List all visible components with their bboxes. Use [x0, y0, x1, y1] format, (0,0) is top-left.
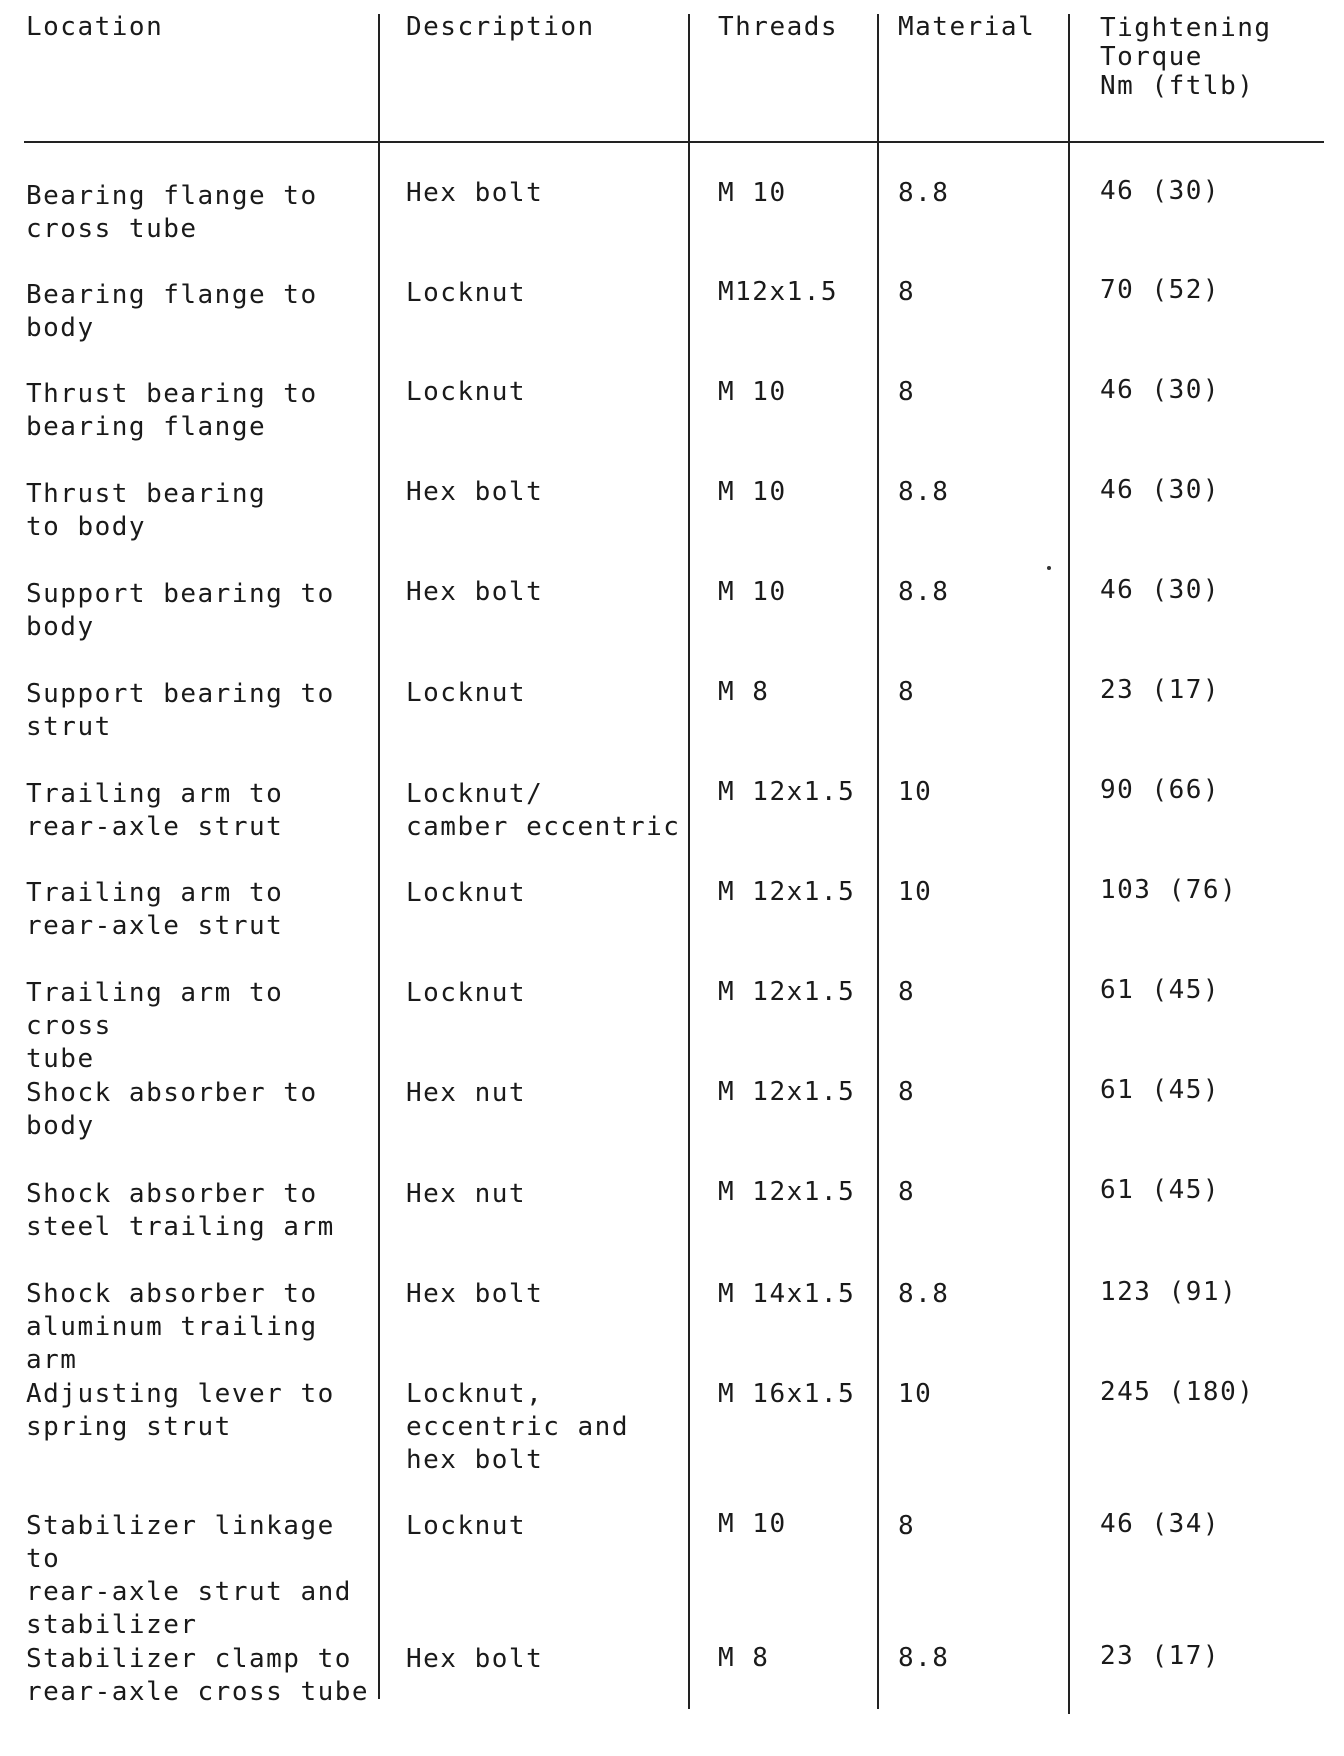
header-description: Description — [406, 12, 595, 42]
cell-torque: 61 (45) — [1100, 975, 1221, 1005]
cell-threads: M 10 — [718, 377, 787, 407]
header-rule — [24, 141, 1324, 143]
cell-material: 8.8 — [898, 577, 950, 607]
cell-torque: 46 (30) — [1100, 475, 1221, 505]
speck-mark — [1047, 566, 1051, 570]
cell-torque: 61 (45) — [1100, 1175, 1221, 1205]
cell-description: Hex bolt — [406, 1644, 544, 1674]
cell-material: 8 — [898, 977, 916, 1007]
cell-location: Trailing arm to rear-axle strut — [26, 878, 284, 941]
cell-location: Support bearing to strut — [26, 679, 335, 742]
header-torque: Tightening Torque Nm (ftlb) — [1100, 13, 1272, 101]
cell-material: 8.8 — [898, 178, 950, 208]
cell-torque: 46 (30) — [1100, 375, 1221, 405]
cell-torque: 23 (17) — [1100, 675, 1221, 705]
cell-torque: 103 (76) — [1100, 875, 1238, 905]
cell-threads: M 12x1.5 — [718, 877, 856, 907]
cell-description: Locknut — [406, 377, 527, 407]
cell-location: Shock absorber to body — [26, 1078, 318, 1141]
cell-threads: M 10 — [718, 178, 787, 208]
cell-description: Locknut — [406, 978, 527, 1008]
cell-location: Stabilizer clamp to rear-axle cross tube — [26, 1644, 370, 1707]
cell-threads: M 10 — [718, 477, 787, 507]
cell-torque: 61 (45) — [1100, 1075, 1221, 1105]
cell-description: Locknut/ camber eccentric — [406, 779, 681, 842]
cell-material: 8 — [898, 1077, 916, 1107]
cell-torque: 46 (30) — [1100, 176, 1221, 206]
cell-threads: M 12x1.5 — [718, 1177, 856, 1207]
cell-description: Hex nut — [406, 1179, 527, 1209]
cell-threads: M 16x1.5 — [718, 1379, 856, 1409]
column-divider — [378, 14, 380, 1699]
column-divider — [1068, 14, 1070, 1714]
cell-material: 8 — [898, 277, 916, 307]
cell-location: Support bearing to body — [26, 579, 335, 642]
cell-material: 8.8 — [898, 1643, 950, 1673]
column-divider — [688, 14, 690, 1709]
cell-location: Adjusting lever to spring strut — [26, 1379, 335, 1442]
cell-description: Hex bolt — [406, 477, 544, 507]
header-material: Material — [898, 12, 1036, 42]
cell-location: Trailing arm to cross tube — [26, 978, 284, 1074]
cell-location: Stabilizer linkage to rear-axle strut and stabilizer — [26, 1511, 352, 1640]
cell-material: 8.8 — [898, 477, 950, 507]
cell-threads: M 12x1.5 — [718, 777, 856, 807]
cell-threads: M 10 — [718, 1509, 787, 1539]
cell-location: Thrust bearing to body — [26, 479, 267, 542]
cell-description: Locknut — [406, 278, 527, 308]
cell-description: Locknut — [406, 678, 527, 708]
cell-threads: M 12x1.5 — [718, 1077, 856, 1107]
cell-threads: M 10 — [718, 577, 787, 607]
cell-description: Hex bolt — [406, 178, 544, 208]
cell-threads: M 12x1.5 — [718, 977, 856, 1007]
header-location: Location — [26, 12, 164, 42]
cell-description: Locknut — [406, 1511, 527, 1541]
cell-torque: 90 (66) — [1100, 775, 1221, 805]
cell-location: Shock absorber to aluminum trailing arm — [26, 1279, 318, 1375]
cell-threads: M 8 — [718, 1643, 770, 1673]
cell-torque: 70 (52) — [1100, 275, 1221, 305]
cell-torque: 123 (91) — [1100, 1277, 1238, 1307]
cell-location: Shock absorber to steel trailing arm — [26, 1179, 335, 1242]
cell-torque: 245 (180) — [1100, 1377, 1255, 1407]
cell-material: 8.8 — [898, 1279, 950, 1309]
cell-location: Trailing arm to rear-axle strut — [26, 779, 284, 842]
cell-material: 10 — [898, 1379, 933, 1409]
cell-description: Locknut, eccentric and hex bolt — [406, 1379, 629, 1475]
cell-material: 8 — [898, 1511, 916, 1541]
column-divider — [877, 14, 879, 1709]
cell-material: 10 — [898, 877, 933, 907]
cell-torque: 46 (30) — [1100, 575, 1221, 605]
cell-threads: M 8 — [718, 677, 770, 707]
cell-description: Hex bolt — [406, 577, 544, 607]
cell-threads: M12x1.5 — [718, 277, 839, 307]
cell-location: Bearing flange to body — [26, 280, 318, 343]
cell-description: Hex nut — [406, 1078, 527, 1108]
cell-location: Bearing flange to cross tube — [26, 181, 318, 244]
cell-material: 10 — [898, 777, 933, 807]
cell-description: Locknut — [406, 878, 527, 908]
cell-threads: M 14x1.5 — [718, 1279, 856, 1309]
cell-description: Hex bolt — [406, 1279, 544, 1309]
cell-material: 8 — [898, 677, 916, 707]
cell-torque: 46 (34) — [1100, 1509, 1221, 1539]
cell-location: Thrust bearing to bearing flange — [26, 379, 318, 442]
cell-material: 8 — [898, 377, 916, 407]
cell-material: 8 — [898, 1177, 916, 1207]
cell-torque: 23 (17) — [1100, 1641, 1221, 1671]
header-threads: Threads — [718, 12, 839, 42]
